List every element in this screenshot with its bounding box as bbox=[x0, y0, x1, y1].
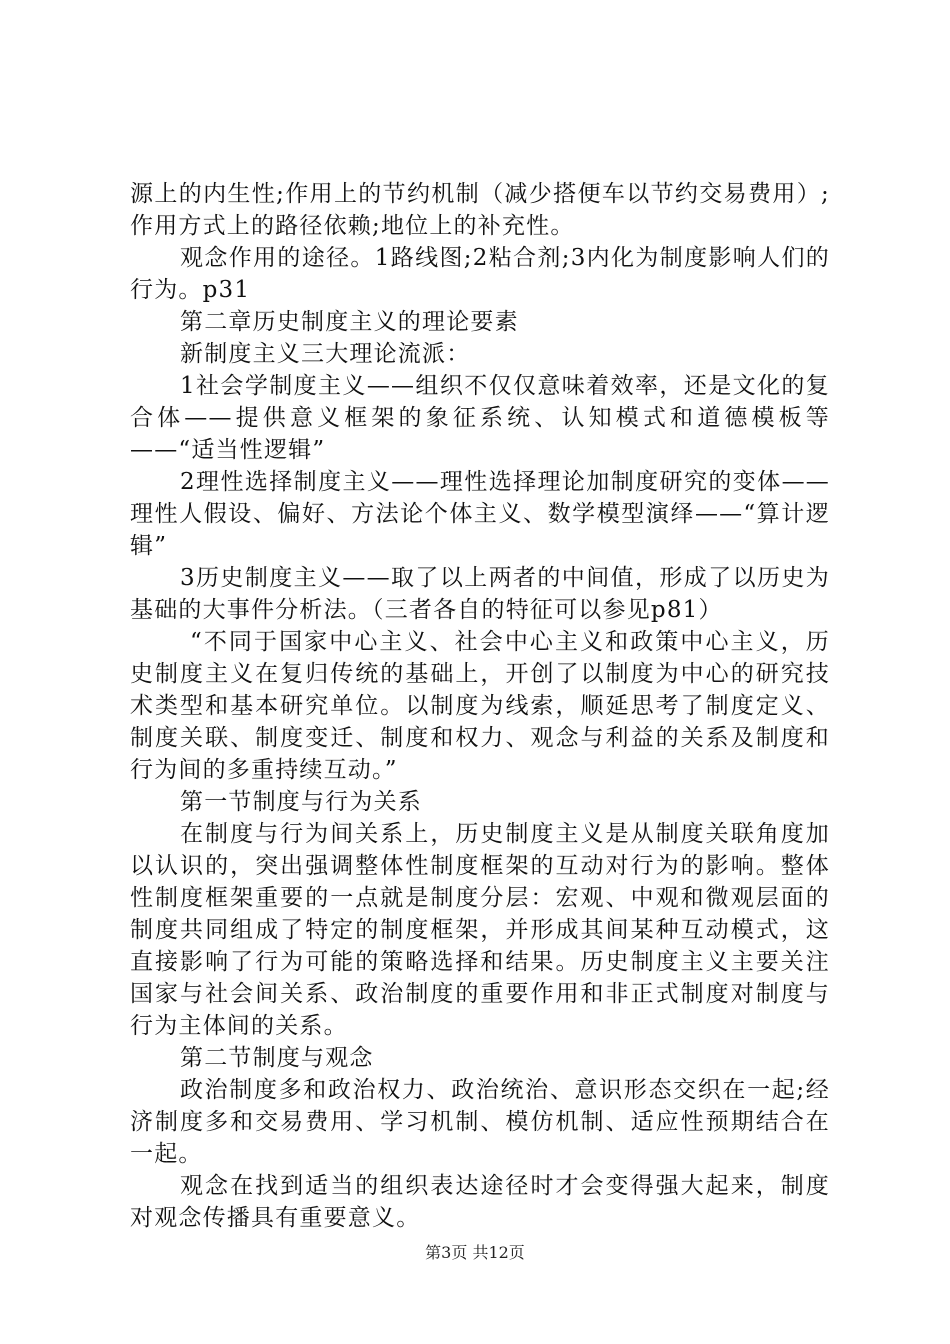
paragraph-sociological: 1社会学制度主义——组织不仅仅意味着效率，还是文化的复合体——提供意义框架的象征系统、认知模式和道德模板等——“适当性逻辑” bbox=[130, 373, 830, 463]
paragraph-institution-types: 政治制度多和政治权力、政治统治、意识形态交织在一起;经济制度多和交易费用、学习机制、模仿机制、适应性预期结合在一起。 bbox=[130, 1077, 830, 1167]
paragraph-idea-spread: 观念在找到适当的组织表达途径时才会变得强大起来，制度对观念传播具有重要意义。 bbox=[130, 1173, 830, 1231]
paragraph-quote: “不同于国家中心主义、社会中心主义和政策中心主义，历史制度主义在复归传统的基础上，开创了以制度为中心的研究技术类型和基本研究单位。以制度为线索，顺延思考了制度定义、制度关联、制度变迁、制度和权力、观念与利益的关系及制度和行为间的多重持续互动。” bbox=[130, 629, 830, 783]
page-footer: 第3页 共12页 bbox=[425, 1243, 525, 1262]
paragraph-historical: 3历史制度主义——取了以上两者的中间值，形成了以历史为基础的大事件分析法。（三者各自的特征可以参见p81） bbox=[130, 565, 830, 623]
paragraph-continued: 源上的内生性;作用上的节约机制（减少搭便车以节约交易费用）;作用方式上的路径依赖;地位上的补充性。 bbox=[130, 181, 830, 239]
section-heading-1: 第一节制度与行为关系 bbox=[180, 789, 422, 815]
paragraph-institution-behavior: 在制度与行为间关系上，历史制度主义是从制度关联角度加以认识的，突出强调整体性制度框架的互动对行为的影响。整体性制度框架重要的一点就是制度分层：宏观、中观和微观层面的制度共同组成了特定的制度框架，并形成其间某种互动模式，这直接影响了行为可能的策略选择和结果。历史制度主义主要关注国家与社会间关系、政治制度的重要作用和非正式制度对制度与行为主体间的关系。 bbox=[130, 821, 830, 1039]
document-body bbox=[130, 178, 830, 1234]
chapter-heading: 第二章历史制度主义的理论要素 bbox=[180, 309, 519, 335]
paragraph-three-schools: 新制度主义三大理论流派： bbox=[180, 341, 471, 367]
section-heading-2: 第二节制度与观念 bbox=[180, 1045, 374, 1071]
paragraph-idea-paths: 观念作用的途径。1路线图;2粘合剂;3内化为制度影响人们的行为。p31 bbox=[130, 245, 830, 303]
paragraph-rational-choice: 2理性选择制度主义——理性选择理论加制度研究的变体——理性人假设、偏好、方法论个体主义、数学模型演绎——“算计逻辑” bbox=[130, 469, 830, 559]
